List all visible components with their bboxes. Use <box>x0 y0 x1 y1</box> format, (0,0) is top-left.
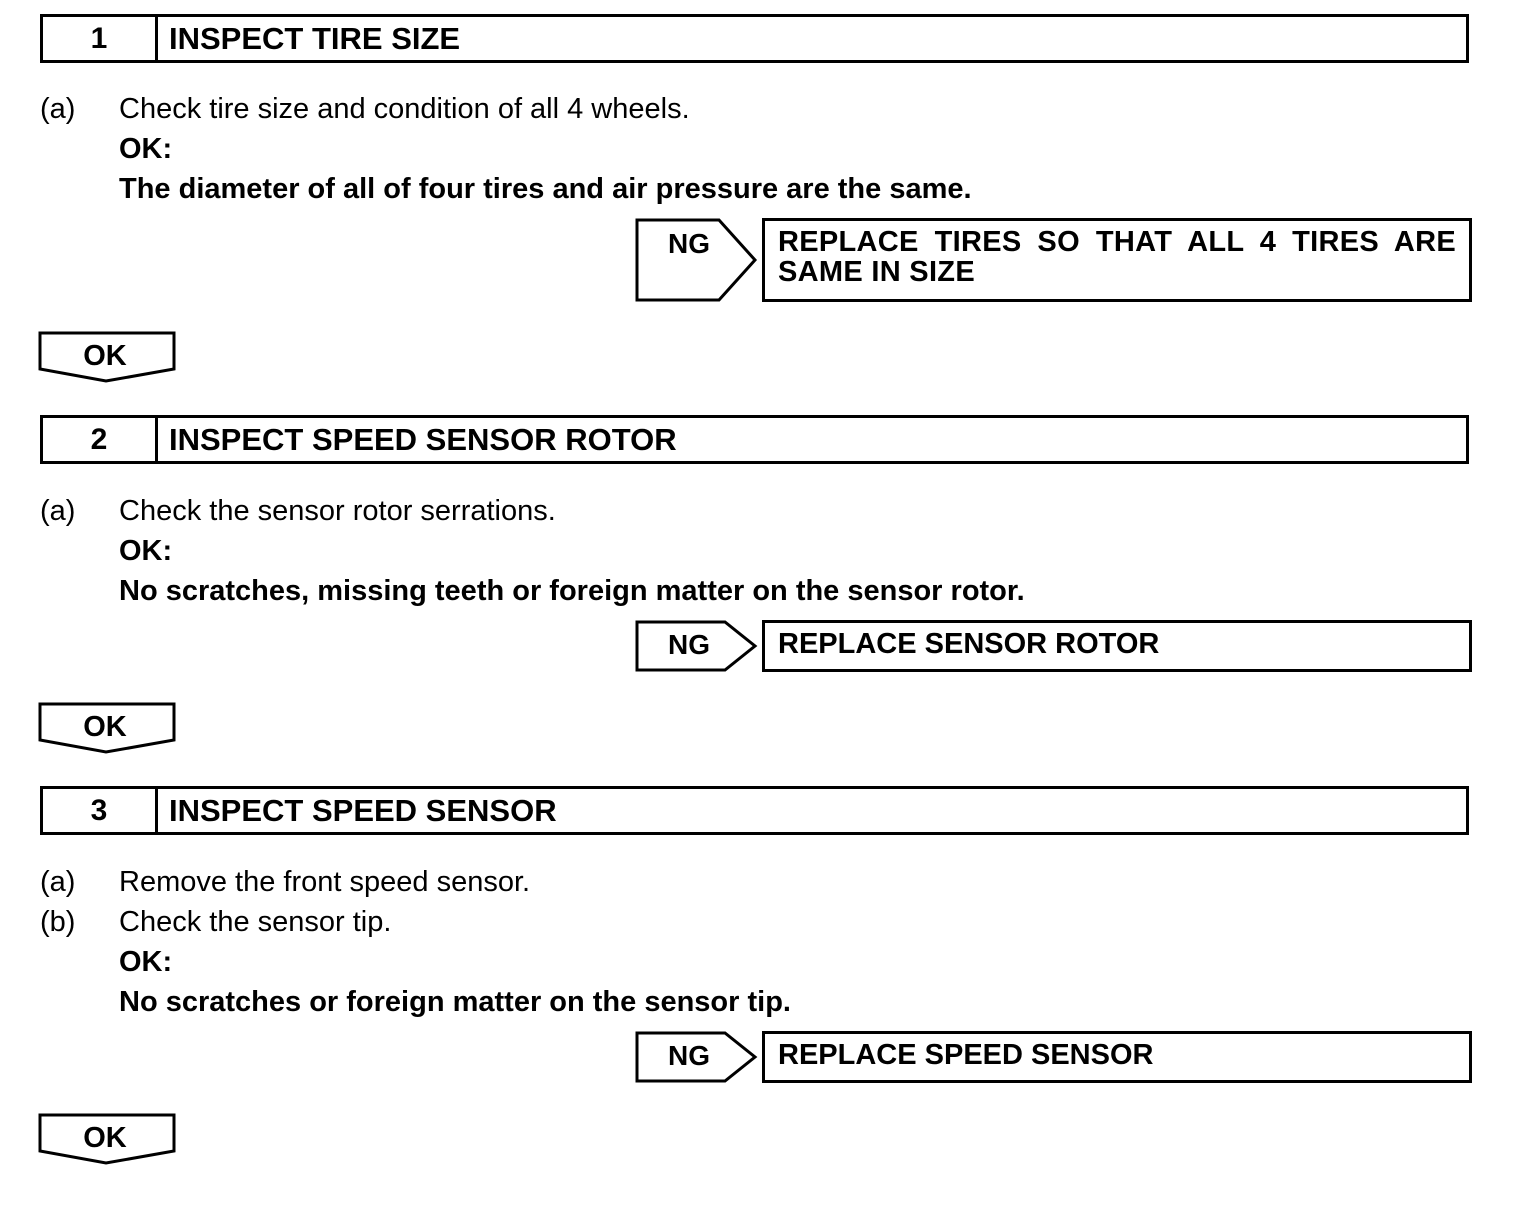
step-2-ok-heading: OK: <box>119 535 173 567</box>
step-3-line-b-label: (b) <box>40 906 76 938</box>
step-1-ng-label: NG <box>668 228 710 259</box>
step-2-remedy-box: REPLACE SENSOR ROTOR <box>762 620 1472 672</box>
step-2-line-a-label: (a) <box>40 495 76 527</box>
step-1-ok-heading: OK: <box>119 133 173 165</box>
step-1-ok-flow-label: OK <box>83 340 127 372</box>
step-1-line-a-label: (a) <box>40 93 76 125</box>
step-1-remedy-box: REPLACE TIRES SO THAT ALL 4 TIRES ARE SAME IN SIZE <box>762 218 1472 302</box>
step-2-ok-flow-label: OK <box>83 711 127 743</box>
step-3-remedy-box: REPLACE SPEED SENSOR <box>762 1031 1472 1083</box>
step-3-ok-condition: No scratches or foreign matter on the sensor tip. <box>119 986 791 1018</box>
step-2-ok-condition: No scratches, missing teeth or foreign matter on the sensor rotor. <box>119 575 1025 607</box>
step-3-ok-heading: OK: <box>119 946 173 978</box>
step-1-line-a-text: Check tire size and condition of all 4 wheels. <box>119 93 690 125</box>
step-2-number: 2 <box>43 418 158 461</box>
step-2-ng-label: NG <box>668 629 710 660</box>
step-1-title: INSPECT TIRE SIZE <box>169 20 461 56</box>
step-1-ok-condition: The diameter of all of four tires and air pressure are the same. <box>119 173 972 205</box>
step-3-title: INSPECT SPEED SENSOR <box>169 792 557 828</box>
step-1-header <box>40 14 1469 63</box>
step-3-header <box>40 786 1469 835</box>
step-2-header <box>40 415 1469 464</box>
step-2-title: INSPECT SPEED SENSOR ROTOR <box>169 421 677 457</box>
step-3-line-a-label: (a) <box>40 866 76 898</box>
step-1-number: 1 <box>43 17 158 60</box>
step-3-number: 3 <box>43 789 158 832</box>
step-3-line-a-text: Remove the front speed sensor. <box>119 866 531 898</box>
step-2-line-a-text: Check the sensor rotor serrations. <box>119 495 556 527</box>
step-3-ok-flow-label: OK <box>83 1122 127 1154</box>
step-3-line-b-text: Check the sensor tip. <box>119 906 392 938</box>
step-3-ng-label: NG <box>668 1040 710 1071</box>
